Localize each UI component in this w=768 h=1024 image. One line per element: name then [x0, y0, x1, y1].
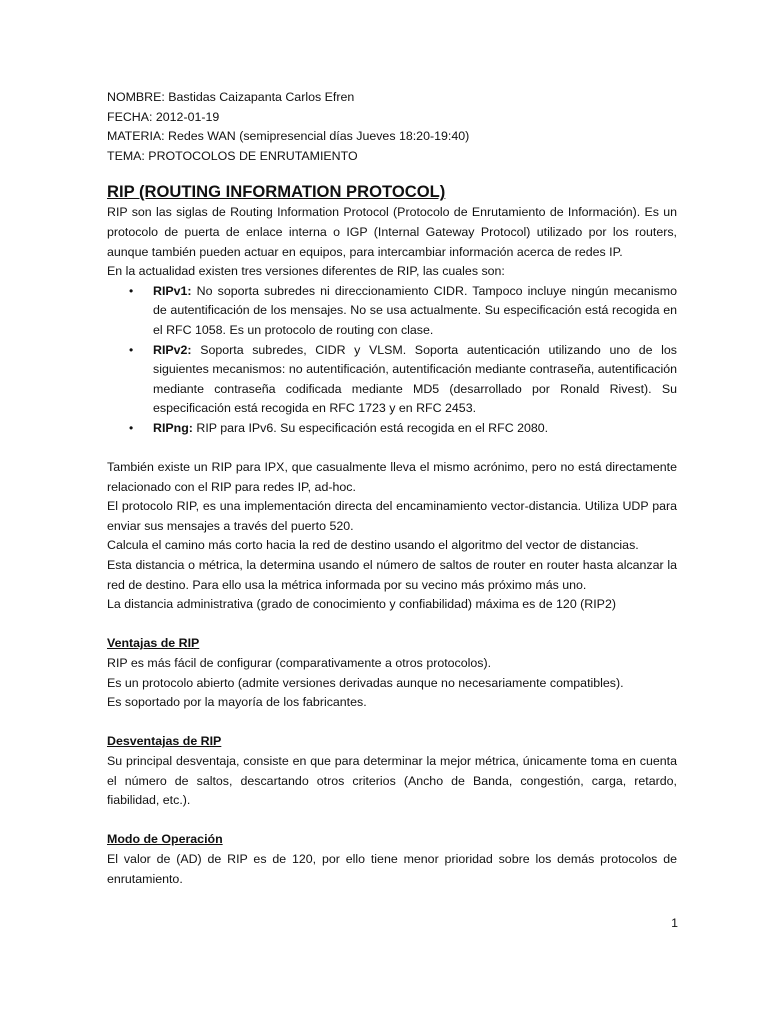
- list-item: [107, 282, 677, 341]
- paragraph-udp: El protocolo RIP, es una implementación directa del encaminamiento vector-distancia. Utiliza UDP para enviar sus mensajes a través del puerto 520.: [107, 499, 677, 533]
- version-text: No soporta subredes ni direccionamiento CIDR. Tampoco incluye ningún mecanismo de autentificación de los mensajes. No se usa actualmente. Su especificación está recogida en el RFC 1058. Es un protocolo de routing con clase.: [153, 283, 677, 337]
- desventajas-heading: Desventajas de RIP: [107, 734, 222, 749]
- paragraph-ipx: También existe un RIP para IPX, que casualmente lleva el mismo acrónimo, pero no está directamente relacionado con el RIP para redes IP, ad-hoc.: [107, 460, 677, 494]
- version-name: RIPng:: [153, 420, 193, 435]
- body-section: [107, 458, 677, 615]
- header-materia: MATERIA: Redes WAN (semipresencial días Jueves 18:20-19:40): [107, 129, 470, 144]
- modo-text: El valor de (AD) de RIP es de 120, por ello tiene menor prioridad sobre los demás protocolos de enrutamiento.: [107, 851, 677, 886]
- ventajas-section: [107, 634, 677, 712]
- version-name: RIPv1:: [153, 283, 192, 298]
- ventajas-line: RIP es más fácil de configurar (comparativamente a otros protocolos).: [107, 656, 492, 671]
- intro-paragraph: RIP son las siglas de Routing Information Protocol (Protocolo de Enrutamiento de Información). Es un protocolo de puerta de enlace interna o IGP (Internal Gateway Protocol) utilizado por los routers, aunque también pueden actuar en equipos, para intercambiar información acerca de redes IP.: [107, 205, 677, 259]
- version-text: RIP para IPv6. Su especificación está recogida en el RFC 2080.: [192, 420, 549, 435]
- page-number: 1: [671, 916, 678, 930]
- list-item: [107, 341, 677, 419]
- paragraph-metric: Esta distancia o métrica, la determina usando el número de saltos de router en router hasta alcanzar la red de destino. Para ello usa la métrica informada por su vecino más próximo más uno.: [107, 558, 677, 592]
- version-name: RIPv2:: [153, 342, 192, 357]
- header-fecha: FECHA: 2012-01-19: [107, 109, 220, 124]
- bullet-icon: •: [129, 420, 134, 435]
- paragraph-algorithm: Calcula el camino más corto hacia la red de destino usando el algoritmo del vector de distancias.: [107, 538, 639, 553]
- desventajas-section: [107, 732, 677, 810]
- version-text: Soporta subredes, CIDR y VLSM. Soporta autenticación utilizando uno de los siguientes mecanismos: no autentificación, autentificación mediante contraseña, autentificación mediante contraseña codificada mediante MD5 (desarrollado por Ronald Rivest). Su especificación está recogida en RFC 1723 y en RFC 2453.: [153, 342, 677, 416]
- document-page: [107, 88, 677, 889]
- bullet-icon: •: [129, 342, 134, 357]
- header-tema: TEMA: PROTOCOLOS DE ENRUTAMIENTO: [107, 148, 358, 163]
- desventajas-text: Su principal desventaja, consiste en que para determinar la mejor métrica, únicamente toma en cuenta el número de saltos, descartando otros criterios (Ancho de Banda, congestión, carga, retardo, fiabilidad, etc.).: [107, 754, 677, 808]
- header-nombre: NOMBRE: Bastidas Caizapanta Carlos Efren: [107, 90, 355, 104]
- ventajas-line: Es soportado por la mayoría de los fabricantes.: [107, 695, 367, 710]
- modo-section: [107, 830, 677, 889]
- header-block: [107, 88, 677, 166]
- ventajas-heading: Ventajas de RIP: [107, 636, 200, 651]
- list-item: [107, 419, 677, 439]
- document-title: RIP (ROUTING INFORMATION PROTOCOL): [107, 182, 446, 202]
- intro-versions-lead: En la actualidad existen tres versiones diferentes de RIP, las cuales son:: [107, 264, 505, 279]
- bullet-icon: •: [129, 283, 134, 298]
- paragraph-admin-distance: La distancia administrativa (grado de conocimiento y confiabilidad) máxima es de 120 (RIP2): [107, 597, 616, 612]
- modo-heading: Modo de Operación: [107, 832, 223, 847]
- ventajas-line: Es un protocolo abierto (admite versiones derivadas aunque no necesariamente compatibles).: [107, 675, 624, 690]
- versions-list: [107, 282, 677, 439]
